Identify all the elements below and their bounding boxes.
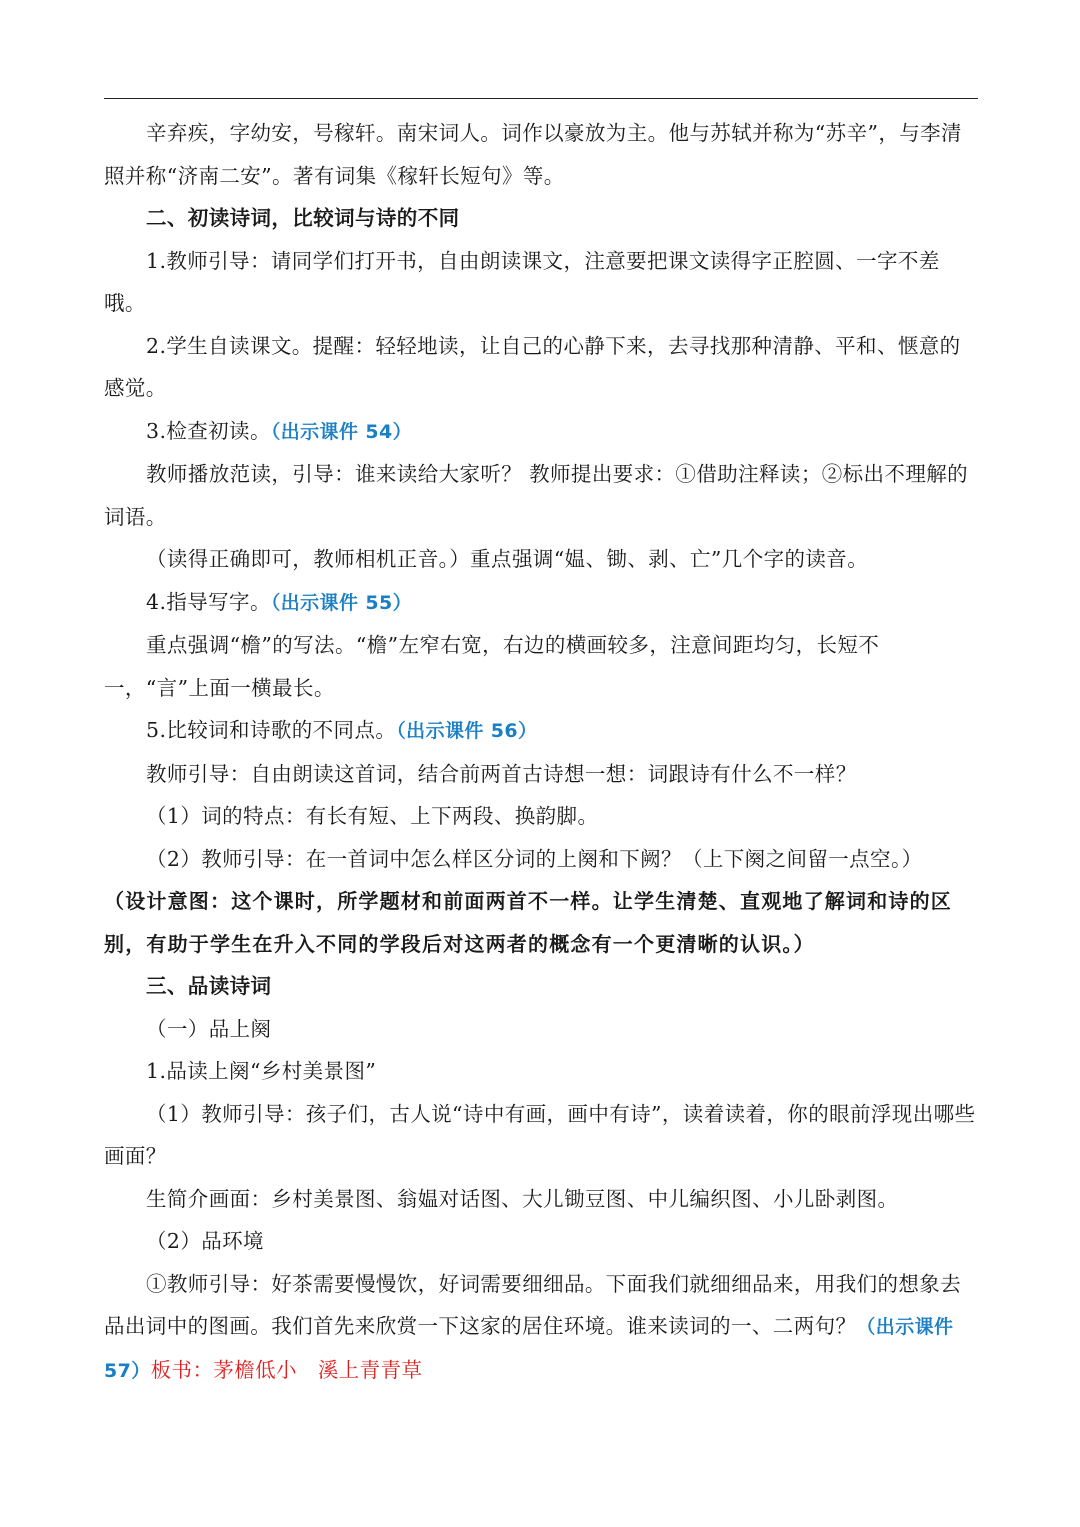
author-bio: 辛弃疾，字幼安，号稼轩。南宋词人。词作以豪放为主。他与苏轼并称为“苏辛”，与李清照并称“济南二安”。著有词集《稼轩长短句》等。	[104, 121, 962, 188]
step-5-item-2: （2）教师引导：在一首词中怎么样区分词的上阕和下阙？（上下阕之间留一点空。）	[146, 846, 923, 871]
design-intent: （设计意图：这个课时，所学题材和前面两首不一样。让学生清楚、直观地了解词和诗的区别，有助于学生在升入不同的学段后对这两者的概念有一个更清晰的认识。）	[104, 889, 952, 956]
subsection-item-1: 1.品读上阕“乡村美景图”	[146, 1059, 377, 1083]
step-4-detail: 重点强调“檐”的写法。“檐”左窄右宽，右边的横画较多，注意间距均匀，长短不一，“言”上面一横最长。	[104, 633, 880, 700]
courseware-tag: （出示课件 55）	[270, 591, 413, 614]
environment-guide: ①教师引导：好茶需要慢慢饮，好词需要细细品。下面我们就细细品来，用我们的想象去品出词中的图画。我们首先来欣赏一下这家的居住环境。谁来读词的一、二两句？（出示课件 57）板书：茅檐低小 溪上青青草	[104, 1271, 962, 1382]
section-heading-2: 二、初读诗词，比较词与诗的不同	[146, 206, 460, 230]
step-3-note: （读得正确即可，教师相机正音。）重点强调“媪、锄、剥、亡”几个字的读音。	[146, 547, 869, 571]
student-summary: 生简介画面：乡村美景图、翁媪对话图、大儿锄豆图、中儿编织图、小儿卧剥图。	[146, 1186, 899, 1211]
step-5-detail: 教师引导：自由朗读这首词，结合前两首古诗想一想：词跟诗有什么不一样？	[146, 761, 857, 786]
step-3-detail: 教师播放范读，引导：谁来读给大家听？ 教师提出要求：①借助注释读；②标出不理解的词语。	[104, 462, 969, 529]
courseware-tag: （出示课件 54）	[270, 420, 413, 443]
step-5-item-1: （1）词的特点：有长有短、上下两段、换韵脚。	[146, 804, 599, 828]
subsection-item-1-2: （2）品环境	[146, 1229, 264, 1253]
courseware-tag: （出示课件 57）	[104, 1316, 954, 1382]
header-rule	[104, 98, 978, 99]
document-body	[104, 112, 978, 1392]
step-4: 4.指导写字。（出示课件 55）	[146, 589, 413, 614]
step-3: 3.检查初读。（出示课件 54）	[146, 418, 413, 443]
step-2: 2.学生自读课文。提醒：轻轻地读，让自己的心静下来，去寻找那种清静、平和、惬意的感觉。	[104, 333, 961, 400]
courseware-tag: （出示课件 56）	[396, 720, 538, 742]
section-heading-3: 三、品读诗词	[146, 974, 272, 998]
step-1: 1.教师引导：请同学们打开书，自由朗读课文，注意要把课文读得字正腔圆、一字不差哦。	[104, 248, 940, 315]
board-writing: 板书：茅檐低小 溪上青青草	[150, 1357, 423, 1382]
subsection-item-1-1: （1）教师引导：孩子们，古人说“诗中有画，画中有诗”，读着读着，你的眼前浮现出哪些画面？	[104, 1101, 976, 1168]
step-5: 5.比较词和诗歌的不同点。（出示课件 56）	[146, 718, 538, 742]
subsection-heading: （一）品上阕	[146, 1016, 272, 1041]
